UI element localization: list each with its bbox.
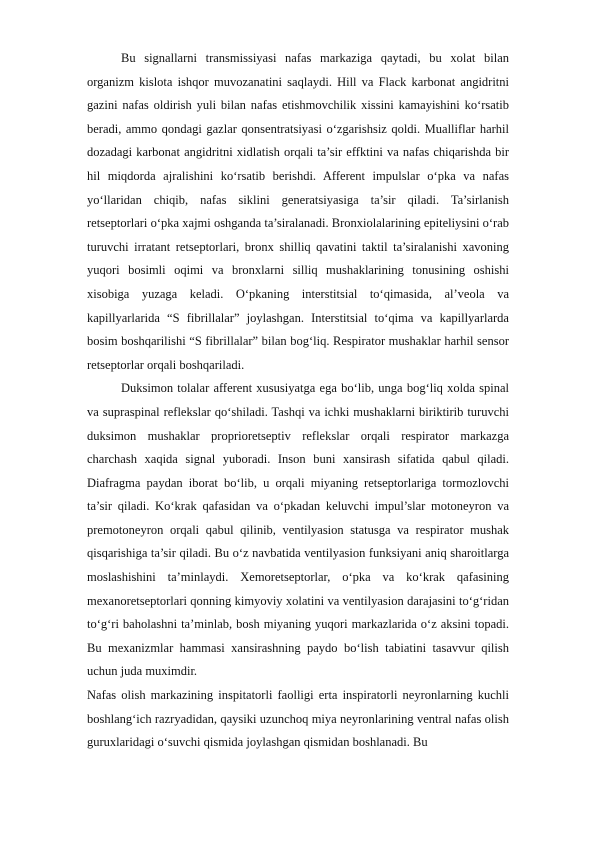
- paragraph-1: Bu signallarni transmissiyasi nafas markaziga qaytadi, bu xolat bilan organizm kislota ishqor muvozanatini saqlaydi. Hill va Flack karbonat angidritni gazini nafas oldirish yuli bilan nafas etishmovchilik xissini kamayishini ko‘rsatib beradi, ammo qondagi gazlar qonsentratsiyasi o‘zgarishsiz qoldi. Mualliflar harhil dozadagi karbonat angidritni xidlatish orqali ta’sir effktini va nafas chiqarishda bir hil miqdorda ajralishini ko‘rsatib berishdi. Afferent impulslar o‘pka va nafas yo‘llaridan chiqib, nafas siklini generatsiyasiga ta’sir qiladi. Ta’sirlanish retseptorlari o‘pka xajmi oshganda ta’siralanadi. Bronxiolalarining epiteliysini o‘rab turuvchi irratant retseptorlari, bronx shilliq qavatini taktil ta’siralanishi xavoning yuqori bosimli oqimi va bronxlarni silliq mushaklarining tonusining oshishi xisobiga yuzaga keladi. O‘pkaning interstitsial to‘qimasida, al’veola va kapillyarlarida “S fibrillalar” joylashgan. Interstitsial to‘qima va kapillyarlarda bosim boshqarilishi “S fibrillalar” bilan bog‘liq. Respirator mushaklar harhil sensor retseptorlar orqali boshqariladi.: [87, 51, 509, 372]
- document-page: [87, 47, 509, 755]
- paragraph-2: Duksimon tolalar afferent xususiyatga ega bo‘lib, unga bog‘liq xolda spinal va supraspinal reflekslar qo‘shiladi. Tashqi va ichki mushaklarni biriktirib turuvchi duksimon mushaklar proprioretseptiv reflekslar orqali respirator markazga charchash xaqida signal yuboradi. Inson buni xansirash sifatida qabul qiladi. Diafragma paydan iborat bo‘lib, u orqali miyaning retseptorlariga tormozlovchi ta’sir qiladi. Ko‘krak qafasidan va o‘pkadan keluvchi impul’slar motoneyron va premotoneyron orqali qabul qilinib, ventilyasion statusga va respirator mushak qisqarishiga ta’sir qiladi. Bu o‘z navbatida ventilyasion funksiyani aniq sharoitlarga moslashishini ta’minlaydi. Xemoretseptorlar, o‘pka va ko‘krak qafasining mexanoretseptorlari qonning kimyoviy xolatini va ventilyasion darajasini to‘g‘ridan to‘g‘ri baholashni ta’minlab, bosh miyaning yuqori markazlarida o‘z aksini topadi. Bu mexanizmlar hammasi xansirashning paydo bo‘lish tabiatini tasavvur qilish uchun juda muximdir.: [87, 381, 509, 679]
- paragraph-3: Nafas olish markazining inspitatorli faolligi erta inspiratorli neyronlarning kuchli boshlang‘ich razryadidan, qaysiki uzunchoq miya neyronlarining ventral nafas olish guruxlaridagi o‘suvchi qismida joylashgan qismidan boshlanadi. Bu: [87, 688, 509, 750]
